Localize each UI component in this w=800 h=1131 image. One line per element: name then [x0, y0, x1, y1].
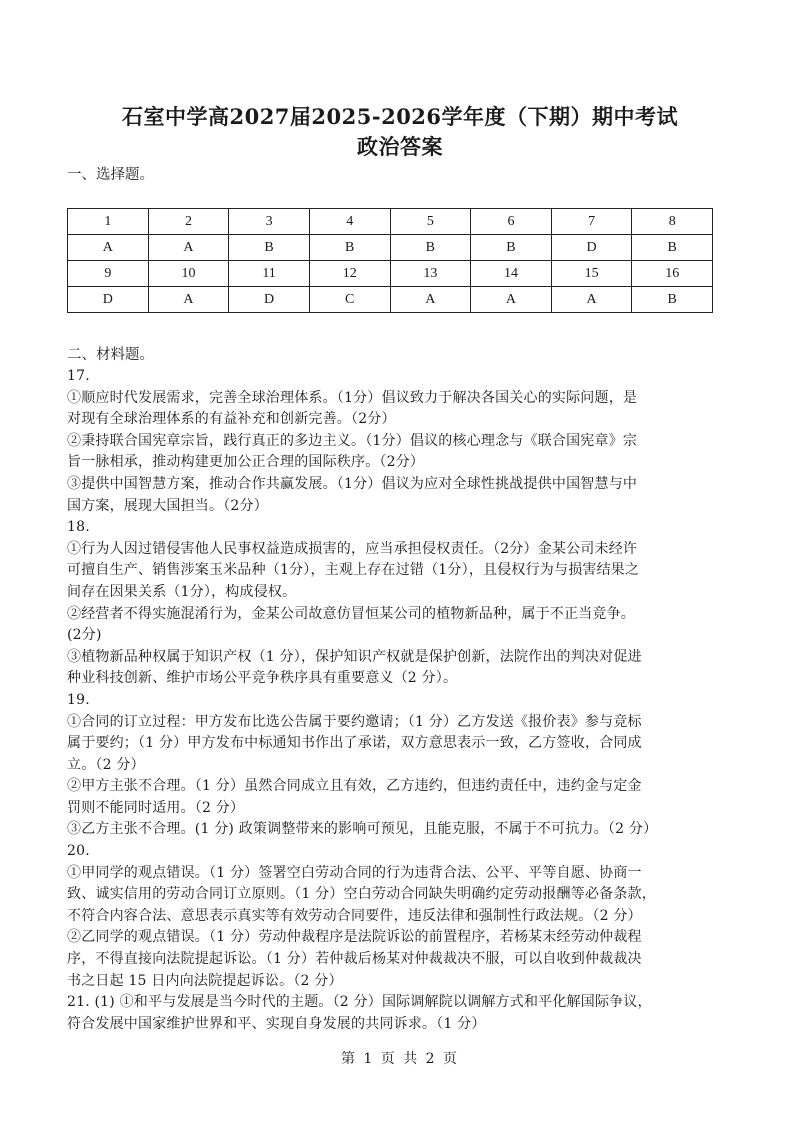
answer-cell: D [551, 235, 632, 261]
page-footer: 第 1 页 共 2 页 [340, 1051, 460, 1067]
answer-text-line: 符合发展中国家维护世界和平、实现自身发展的共同诉求。（1 分） [67, 1015, 486, 1032]
question-number-cell: 7 [551, 209, 632, 235]
answer-text-line: 旨一脉相承，推动构建更加公正合理的国际秩序。（2分） [67, 454, 425, 471]
answer-row [68, 287, 713, 313]
answer-text-line: ②秉持联合国宪章宗旨，践行真正的多边主义。（1分）倡议的核心理念与《联合国宪章》宗 [67, 432, 638, 449]
answer-text-line: 17. [67, 368, 90, 384]
answer-text-line: 对现有全球治理体系的有益补充和创新完善。（2分） [67, 411, 396, 428]
answer-cell: B [632, 235, 713, 261]
answer-cell: B [471, 235, 552, 261]
answer-cell: A [390, 287, 471, 313]
question-number-cell: 5 [390, 209, 471, 235]
answer-text-line: ①合同的订立过程：甲方发布比选公告属于要约邀请；（1 分）乙方发送《报价表》参与竞标 [67, 713, 642, 730]
answer-text-line: (2分) [67, 627, 102, 644]
question-number-cell: 9 [68, 261, 149, 287]
answer-cell: A [68, 235, 149, 261]
answer-text-line: ②经营者不得实施混淆行为，金某公司故意仿冒恒某公司的植物新品种，属于不正当竞争。 [67, 605, 635, 622]
answer-text-line: 种业科技创新、维护市场公平竞争秩序具有重要意义（2 分）。 [67, 670, 458, 687]
answer-text-line: ①顺应时代发展需求，完善全球治理体系。（1分）倡议致力于解决各国关心的实际问题，是 [67, 389, 638, 406]
answer-text-line: ①甲同学的观点错误。（1 分）签署空白劳动合同的行为违背合法、公平、平等自愿、协商一 [67, 864, 642, 881]
answer-text-line: 19. [67, 691, 90, 708]
answer-cell: A [551, 287, 632, 313]
question-number-cell: 12 [309, 261, 390, 287]
material-answers [67, 366, 733, 1035]
section-heading-material: 二、材料题。 [67, 347, 154, 363]
answer-text-line: ③提供中国智慧方案，推动合作共赢发展。（1分）倡议为应对全球性挑战提供中国智慧与中 [67, 475, 638, 492]
answer-text-line: 立。（2 分） [67, 756, 145, 773]
answer-text-line: 属于要约；（1 分）甲方发布中标通知书作出了承诺，双方意思表示一致，乙方签收，合同成 [67, 735, 642, 752]
answer-text-line: 21. (1) ①和平与发展是当今时代的主题。（2 分）国际调解院以调解方式和平化解国际争议， [67, 994, 652, 1011]
answer-cell: B [229, 235, 310, 261]
answer-cell: C [309, 287, 390, 313]
question-number-cell: 13 [390, 261, 471, 287]
answer-text-line: 不符合内容合法、意思表示真实等有效劳动合同要件，违反法律和强制性行政法规。（2 分） [67, 907, 642, 924]
answer-cell: A [148, 235, 229, 261]
question-number-cell: 14 [471, 261, 552, 287]
answer-text-line: 间存在因果关系（1分），构成侵权。 [67, 583, 297, 600]
question-number-cell: 11 [229, 261, 310, 287]
answer-text-line: 国方案，展现大国担当。（2分） [67, 497, 268, 514]
answer-table [67, 208, 713, 313]
answer-cell: A [148, 287, 229, 313]
question-number-row [68, 261, 713, 287]
question-number-cell: 4 [309, 209, 390, 235]
question-number-cell: 16 [632, 261, 713, 287]
question-number-cell: 3 [229, 209, 310, 235]
answer-text-line: 可擅自生产、销售涉案玉米品种（1分），主观上存在过错（1分），且侵权行为与损害结果之 [67, 562, 640, 579]
answer-text-line: ②乙同学的观点错误。（1 分）劳动仲裁程序是法院诉讼的前置程序，若杨某未经劳动仲裁程 [67, 929, 642, 946]
question-number-cell: 2 [148, 209, 229, 235]
answer-text-line: 序，不得直接向法院提起诉讼。（1 分）若仲裁后杨某对仲裁裁决不服，可以自收到仲裁裁决 [67, 951, 642, 968]
answer-cell: B [390, 235, 471, 261]
answer-cell: D [68, 287, 149, 313]
page-title: 石室中学高2027届2025-2026学年度（下期）期中考试 [121, 104, 679, 129]
answer-cell: D [229, 287, 310, 313]
answer-cell: B [632, 287, 713, 313]
answer-text-line: 20. [67, 843, 90, 860]
question-number-cell: 8 [632, 209, 713, 235]
answer-text-line: 罚则不能同时适用。（2 分） [67, 799, 245, 816]
answer-row [68, 235, 713, 261]
answer-text-line: 书之日起 15 日内向法院提起诉讼。（2 分） [67, 972, 343, 989]
answer-text-line: ①行为人因过错侵害他人民事权益造成损害的，应当承担侵权责任。（2分）金某公司未经许 [67, 540, 638, 557]
question-number-cell: 15 [551, 261, 632, 287]
answer-text-line: ③乙方主张不合理。(1 分) 政策调整带来的影响可预见，且能克服，不属于不可抗力。（2 分） [67, 821, 658, 838]
page-subtitle: 政治答案 [357, 134, 443, 159]
answer-text-line: ③植物新品种权属于知识产权（1 分），保护知识产权就是保护创新，法院作出的判决对促进 [67, 648, 642, 665]
question-number-row [68, 209, 713, 235]
question-number-cell: 1 [68, 209, 149, 235]
answer-cell: B [309, 235, 390, 261]
question-number-cell: 10 [148, 261, 229, 287]
answer-text-line: 18. [67, 519, 90, 536]
question-number-cell: 6 [471, 209, 552, 235]
answer-text-line: 致、诚实信用的劳动合同订立原则。（1 分）空白劳动合同缺失明确约定劳动报酬等必备条款， [67, 886, 656, 903]
answer-cell: A [471, 287, 552, 313]
section-heading-choice: 一、选择题。 [67, 167, 154, 183]
answer-text-line: ②甲方主张不合理。（1 分）虽然合同成立且有效，乙方违约，但违约责任中，违约金与定金 [67, 778, 642, 795]
